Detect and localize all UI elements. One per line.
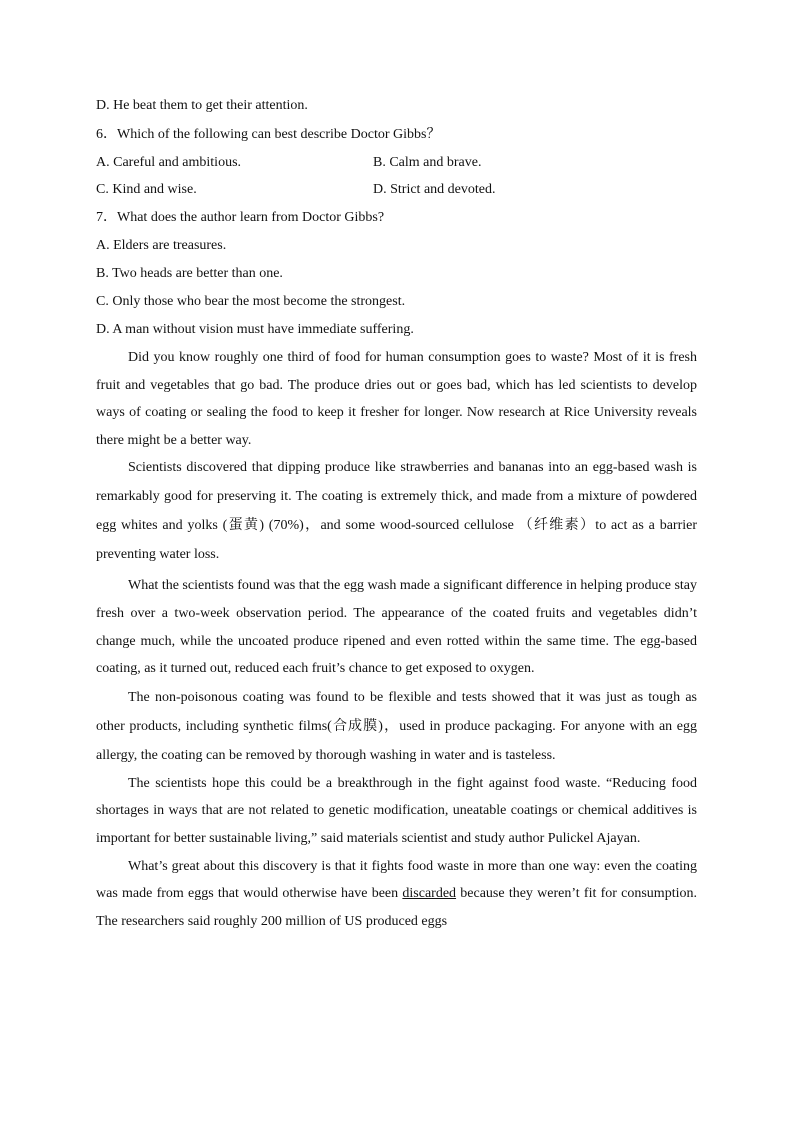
q6-option-d: D. Strict and devoted. <box>373 182 496 197</box>
p3-text: What the scientists found was that the egg wash made a significant difference in helping produce stay fresh over a two-week observation period. The appearance of the coated fruits and vegetables didn’t change much, while the uncoated produce ripened and even rotted within the same time. The egg-based coating, as it turned out, reduced each fruit’s chance to get exposed to oxygen. <box>96 578 697 677</box>
q6-options-row1 <box>96 149 697 176</box>
passage-paragraph-3 <box>96 572 697 682</box>
q7-option-d: D. A man without vision must have immediate suffering. <box>96 322 414 337</box>
p4-text-b: )，used in produce packaging. For anyone with an egg allergy, the coating can be removed by thorough washing in water and is tasteless. <box>96 718 697 763</box>
p6-text-a: What’s great about this discovery is that it fights food waste in more than one way: even the coating was made from eggs that would otherwise have been <box>96 858 697 902</box>
p2-cjk-yolk: 蛋黄 <box>227 517 260 534</box>
q7-option-b: B. Two heads are better than one. <box>96 266 283 281</box>
p2-text-c: ）to act as a barrier preventing water loss. <box>96 518 698 562</box>
q7-option-a: A. Elders are treasures. <box>96 238 227 253</box>
p2-text-b: ) (70%)，and some wood-sourced cellulose （ <box>259 518 534 534</box>
p1-text: Did you know roughly one third of food for human consumption goes to waste? Most of it is fresh fruit and vegetables that go bad. The produce dries out or goes bad, which has led scientists to develop ways of coating or sealing the food to keep it fresher for longer. Now research at Rice University reveals there might be a better way. <box>96 350 697 448</box>
passage-paragraph-6 <box>96 853 697 936</box>
q6-option-c: C. Kind and wise. <box>96 182 197 197</box>
q6-option-b: B. Calm and brave. <box>373 155 482 170</box>
q7-option-c: C. Only those who bear the most become the strongest. <box>96 294 406 309</box>
p6-underlined-word: discarded <box>402 886 457 902</box>
q5-option-d: D. He beat them to get their attention. <box>96 98 308 113</box>
passage-paragraph-2 <box>96 454 697 569</box>
q6-stem: 6．Which of the following can best describe Doctor Gibbs？ <box>96 127 441 142</box>
q6-option-a: A. Careful and ambitious. <box>96 155 242 170</box>
passage-paragraph-4 <box>96 683 697 770</box>
p6-text-b: because they weren’t fit for consumption. The researchers said roughly 200 million of US produced eggs <box>96 886 697 929</box>
q7-stem: 7．What does the author learn from Doctor Gibbs? <box>96 210 385 225</box>
p5-text: The scientists hope this could be a breakthrough in the fight against food waste. “Reducing food shortages in ways that are not related to genetic modification, uneatable coatings or chemical additives is important for better sustainable living,” said materials scientist and study author Pulickel Ajayan. <box>96 775 697 846</box>
p4-text-a: The non-poisonous coating was found to be flexible and tests showed that it was just as tough as other products, including synthetic films( <box>96 689 697 734</box>
p2-text-a: Scientists discovered that dipping produce like strawberries and bananas into an egg-based wash is remarkably good for preserving it. The coating is extremely thick, and made from a mixture of powdered egg whites and yolks ( <box>96 460 697 534</box>
passage-paragraph-1 <box>96 344 697 454</box>
passage-paragraph-5 <box>96 770 697 853</box>
document-page <box>96 92 697 935</box>
p2-cjk-cellulose: 纤维素 <box>533 517 580 534</box>
q6-options-row2 <box>96 176 697 203</box>
p4-cjk-synthetic-films: 合成膜 <box>331 717 379 734</box>
